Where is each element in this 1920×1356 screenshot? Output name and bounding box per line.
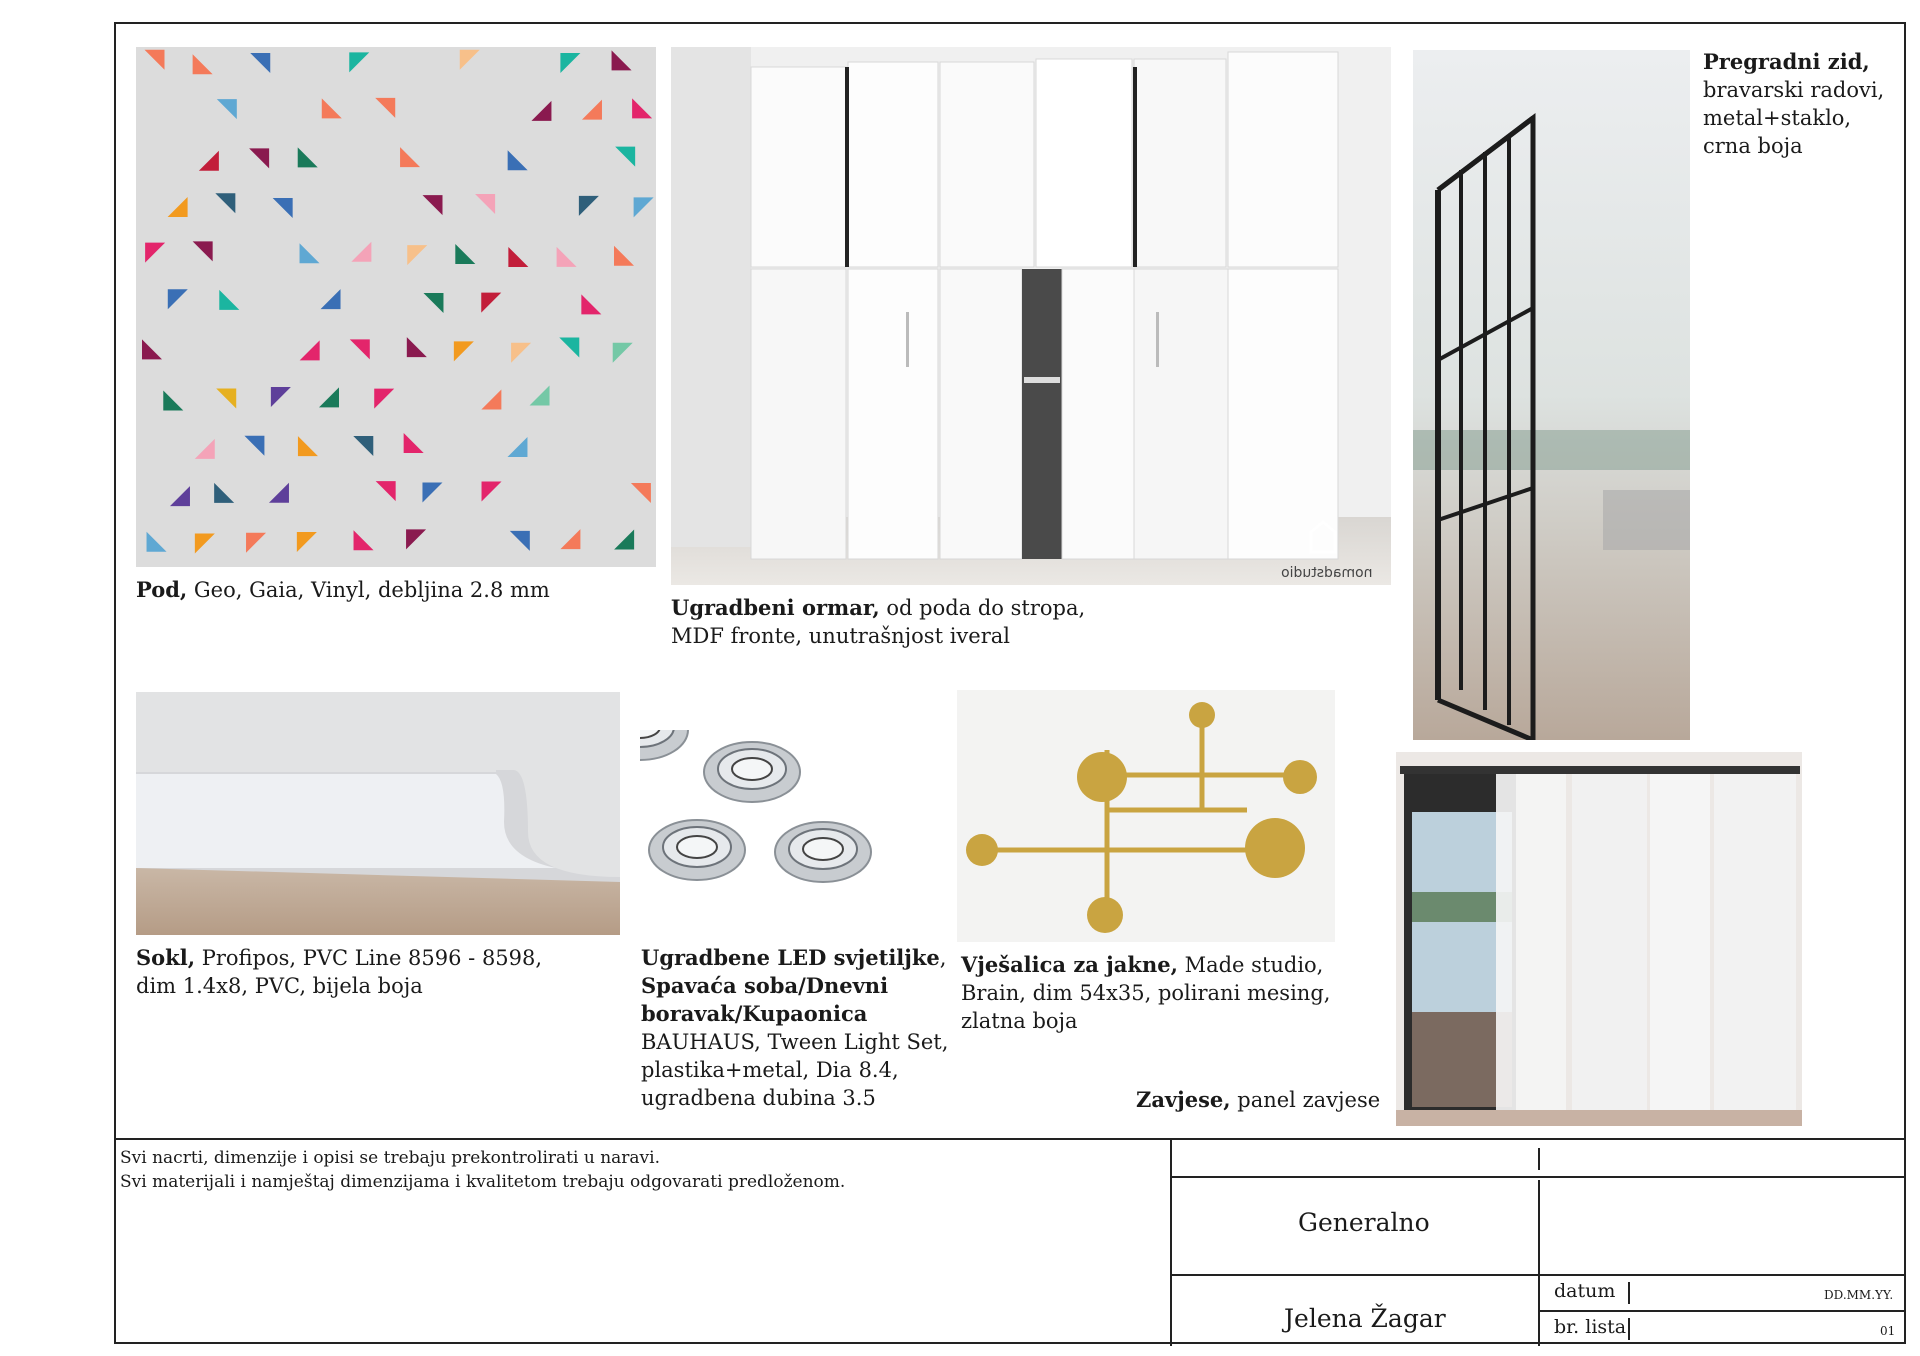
pattern-triangle	[297, 532, 317, 552]
curtains-title: Zavjese,	[1136, 1087, 1231, 1112]
wardrobe-watermark: nomadstudio	[1281, 565, 1373, 581]
partition-caption	[1703, 48, 1884, 160]
floor-caption	[136, 576, 550, 604]
floor-vinyl-image	[136, 47, 656, 567]
title-block	[114, 1138, 1906, 1344]
pattern-triangle	[631, 483, 651, 503]
pattern-triangle	[508, 247, 528, 267]
pattern-triangle	[557, 247, 577, 267]
pattern-triangle	[481, 390, 501, 410]
pattern-triangle	[246, 533, 266, 553]
hanger-title: Vješalica za jakne,	[961, 952, 1178, 977]
curtains-caption	[1136, 1086, 1380, 1114]
pattern-triangle	[407, 245, 427, 265]
pattern-triangle	[215, 193, 235, 213]
pattern-triangle	[269, 483, 289, 503]
pattern-triangle	[560, 53, 580, 73]
wardrobe-image	[671, 47, 1391, 585]
pattern-triangle	[507, 437, 527, 457]
lights-comma: ,	[939, 946, 947, 970]
hanger-text: Made studio,	[1177, 953, 1324, 977]
skirting-title: Sokl,	[136, 945, 196, 970]
pattern-triangle	[614, 246, 634, 266]
pattern-triangle	[406, 529, 426, 549]
section-name: Generalno	[1298, 1208, 1430, 1237]
divider	[1538, 1180, 1540, 1346]
pattern-triangle	[216, 389, 236, 409]
pattern-triangle	[579, 196, 599, 216]
pattern-triangle	[219, 290, 239, 310]
pattern-triangle	[244, 436, 264, 456]
pattern-triangle	[353, 436, 373, 456]
pattern-triangle	[300, 340, 320, 360]
skirting-text-2: dim 1.4x8, PVC, bijela boja	[136, 974, 423, 998]
pattern-triangle	[217, 99, 237, 119]
pattern-triangle	[214, 483, 234, 503]
date-label: datum	[1554, 1280, 1616, 1302]
pattern-triangle	[170, 486, 190, 506]
pattern-triangle	[163, 391, 183, 411]
lights-rooms-2: boravak/Kupaonica	[641, 1001, 868, 1026]
pattern-triangle	[531, 101, 551, 121]
pattern-triangle	[511, 343, 531, 363]
pattern-triangle	[193, 241, 213, 261]
pattern-triangle	[193, 54, 213, 74]
lights-title: Ugradbene LED svjetiljke	[641, 945, 940, 970]
pattern-triangle	[423, 195, 443, 215]
pattern-triangle	[375, 98, 395, 118]
pattern-triangle	[319, 387, 339, 407]
pattern-triangle	[508, 150, 528, 170]
pattern-triangle	[300, 243, 320, 263]
divider	[1538, 1310, 1906, 1312]
pattern-triangle	[510, 531, 530, 551]
pattern-triangle	[482, 482, 502, 502]
pattern-triangle	[349, 52, 369, 72]
floor-title: Pod,	[136, 577, 188, 602]
lights-rooms-1: Spavaća soba/Dnevni	[641, 973, 889, 998]
pattern-triangle	[298, 147, 318, 167]
pattern-triangle	[481, 293, 501, 313]
floor-text: Geo, Gaia, Vinyl, debljina 2.8 mm	[187, 578, 550, 602]
skirting-image	[136, 692, 620, 935]
pattern-triangle	[322, 98, 342, 118]
pattern-triangle	[354, 530, 374, 550]
divider	[1538, 1148, 1540, 1170]
pattern-triangle	[582, 100, 602, 120]
pattern-triangle	[634, 197, 654, 217]
pattern-triangle	[475, 194, 495, 214]
pattern-triangle	[298, 436, 318, 456]
hanger-caption	[961, 951, 1330, 1035]
note-line-2: Svi materijali i namještaj dimenzijama i kvalitetom trebaju odgovarati predloženom.	[120, 1172, 846, 1192]
pattern-triangle	[559, 338, 579, 358]
pattern-triangle	[614, 530, 634, 550]
pattern-triangle	[376, 481, 396, 501]
divider	[1170, 1176, 1906, 1178]
pattern-triangle	[144, 50, 164, 70]
pattern-triangle	[374, 389, 394, 409]
lights-text-1: BAUHAUS, Tween Light Set,	[641, 1030, 949, 1054]
divider	[1170, 1274, 1906, 1276]
pattern-triangle	[560, 529, 580, 549]
partition-wall-image	[1413, 50, 1690, 740]
pattern-triangle	[168, 197, 188, 217]
wardrobe-caption	[671, 594, 1085, 650]
skirting-caption	[136, 944, 542, 1000]
pattern-triangle	[351, 242, 371, 262]
pattern-triangle	[423, 293, 443, 313]
lights-text-2: plastika+metal, Dia 8.4,	[641, 1058, 899, 1082]
sheet-number-label: br. lista	[1554, 1316, 1627, 1338]
hanger-text-3: zlatna boja	[961, 1009, 1078, 1033]
sheet-number-value: 01	[1880, 1324, 1896, 1338]
pattern-triangle	[321, 289, 341, 309]
wardrobe-title: Ugradbeni ormar,	[671, 595, 880, 620]
pattern-triangle	[400, 147, 420, 167]
date-value: DD.MM.YY.	[1824, 1288, 1894, 1302]
note-line-1: Svi nacrti, dimenzije i opisi se trebaju prekontrolirati u naravi.	[120, 1148, 660, 1168]
pattern-triangle	[455, 244, 475, 264]
pattern-triangle	[454, 341, 474, 361]
pattern-triangle	[250, 53, 270, 73]
divider	[1628, 1318, 1630, 1340]
curtains-text: panel zavjese	[1230, 1088, 1381, 1112]
pattern-triangle	[145, 243, 165, 263]
pattern-triangle	[422, 483, 442, 503]
pattern-triangle	[613, 343, 633, 363]
lights-caption	[641, 944, 948, 1112]
pattern-triangle	[530, 386, 550, 406]
pattern-triangle	[615, 147, 635, 167]
led-lights-image	[640, 730, 890, 900]
coat-hanger-image	[957, 690, 1335, 942]
pattern-triangle	[195, 533, 215, 553]
pattern-triangle	[350, 339, 370, 359]
wardrobe-text: od poda do stropa,	[879, 596, 1086, 620]
pattern-triangle	[404, 433, 424, 453]
pattern-triangle	[612, 50, 632, 70]
wardrobe-text-2: MDF fronte, unutrašnjost iveral	[671, 624, 1010, 648]
author-name: Jelena Žagar	[1284, 1304, 1446, 1333]
pattern-triangle	[460, 50, 480, 70]
pattern-triangle	[407, 337, 427, 357]
partition-text-1: bravarski radovi,	[1703, 78, 1885, 102]
partition-text-3: crna boja	[1703, 134, 1803, 158]
partition-title: Pregradni zid,	[1703, 49, 1870, 74]
pattern-triangle	[581, 294, 601, 314]
pattern-triangle	[142, 339, 162, 359]
pattern-triangle	[195, 439, 215, 459]
pattern-triangle	[168, 289, 188, 309]
lights-text-3: ugradbena dubina 3.5	[641, 1086, 876, 1110]
divider	[1170, 1140, 1172, 1346]
partition-text-2: metal+staklo,	[1703, 106, 1852, 130]
skirting-text: Profipos, PVC Line 8596 - 8598,	[195, 946, 543, 970]
curtains-image	[1396, 752, 1802, 1126]
pattern-triangle	[147, 532, 167, 552]
pattern-triangle	[273, 198, 293, 218]
hanger-text-2: Brain, dim 54x35, polirani mesing,	[961, 981, 1331, 1005]
pattern-triangle	[249, 148, 269, 168]
triangle-pattern	[136, 47, 656, 567]
pattern-triangle	[632, 98, 652, 118]
title-block-notes	[120, 1146, 845, 1194]
divider	[1628, 1282, 1630, 1304]
pattern-triangle	[199, 151, 219, 171]
pattern-triangle	[271, 387, 291, 407]
